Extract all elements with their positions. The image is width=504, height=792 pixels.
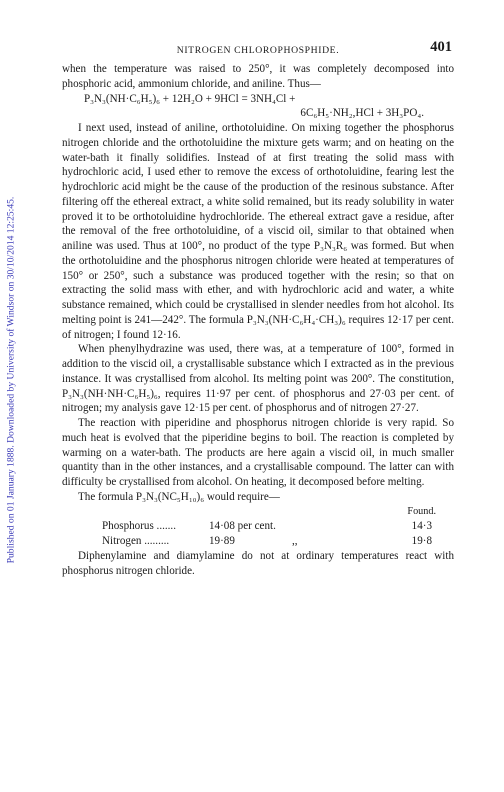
publication-stamp-text: Published on 01 January 1888. Downloaded by University of Windsor on 30/10/2014 12:25:45. [5, 196, 17, 564]
analysis-row [62, 534, 454, 549]
intro-paragraph: when the temperature was raised to 250°, it was completely decomposed into phosphoric acid, ammonium chloride, and aniline. Thus— [62, 63, 454, 90]
equation-line-2: 6C₆H₅·NH₂,HCl + 3H₃PO₄. [300, 107, 424, 120]
analysis-found: 19·8 [411, 535, 432, 547]
equation-line-1: P₃N₃(NH·C₆H₅)₆ + 12H₂O + 9HCl = 3NH₄Cl + [84, 92, 296, 105]
found-label: Found. [407, 505, 436, 517]
analysis-required: 14·08 per cent. [209, 520, 276, 533]
page-header [62, 40, 454, 62]
analysis-element: Nitrogen ......... [102, 535, 170, 547]
running-title: NITROGEN CHLOROPHOSPHIDE. [176, 45, 340, 56]
phenylhydrazine-paragraph: When phenylhydrazine was used, there was, at a temperature of 100°, formed in addition to the viscid oil, a crystallisable substance which I extracted as in the previous instance. It was crystallised from alcohol. Its melting point was 200°. The constitution, P₃N₃(NH·NH·C₆H₅)₆, requires 11·97 per cent. of phosphorus and 27·03 per cent. of nitrogen; my analysis gave 12·15 per cent. of phosphorus and of nitrogen 27·27. [62, 343, 454, 415]
publication-stamp [0, 60, 22, 700]
analysis-found: 14·3 [411, 520, 432, 533]
orthotoluidine-paragraph: I next used, instead of aniline, orthotoluidine. On mixing together the phosphorus nitrogen chloride and the orthotoluidine the mixture gets warm; and on heating on the water-bath it finally solidifies. Instead of at first treating the solid mass with hydrochloric acid, I used ether to remove the excess of orthotoluidine, fearing lest the hydrochloric acid might be the cause of the production of the resinous substance. After filtering off the ethereal extract, a white solid remained, but its ready solubility in water proved it to be orthotoluidine hydrochloride. The ethereal extract gave a residue, after the removal of the free orthotoluidine, of a viscid oil, similar to that obtained when aniline was used. Thus at 100°, no product of the type P₃N₃R₆ was formed. But when the orthotoluidine and the phosphorus nitrogen chloride were heated at temperatures of 150° or 250°, such a substance was produced together with the resin; so that on extracting the solid mass with ether, and with hydrochloric acid and water, a white substance remained, which could be crystallised in slender needles from hot alcohol. Its melting point is 241—242°. The formula P₃N₃(NH·C₆H₄·CH₃)₆ requires 12·17 per cent. of nitrogen; I found 12·16. [62, 122, 454, 341]
page-body [62, 40, 454, 578]
analysis-required: 19·89 [209, 535, 235, 547]
formula-paragraph: The formula P₃N₃(NC₅H₁₀)₆ would require— [78, 490, 280, 503]
found-header-row [62, 505, 454, 520]
final-paragraph: Diphenylamine and diamylamine do not at ordinary temperatures react with phosphorus nitrogen chloride. [62, 549, 454, 577]
page-number: 401 [430, 39, 452, 55]
analysis-ditto: ,, [292, 535, 298, 547]
analysis-row [62, 519, 454, 534]
analysis-element: Phosphorus ....... [102, 520, 176, 533]
piperidine-paragraph: The reaction with piperidine and phosphorus nitrogen chloride is very rapid. So much heat is evolved that the piperidine begins to boil. The reaction is completed by warming on a water-bath. The products are here again a viscid oil, in much smaller quantity than in the other instances, and a crystallisable compound. The latter can with difficulty be crystallised from alcohol. On heating, it decomposed before melting. [62, 417, 454, 488]
